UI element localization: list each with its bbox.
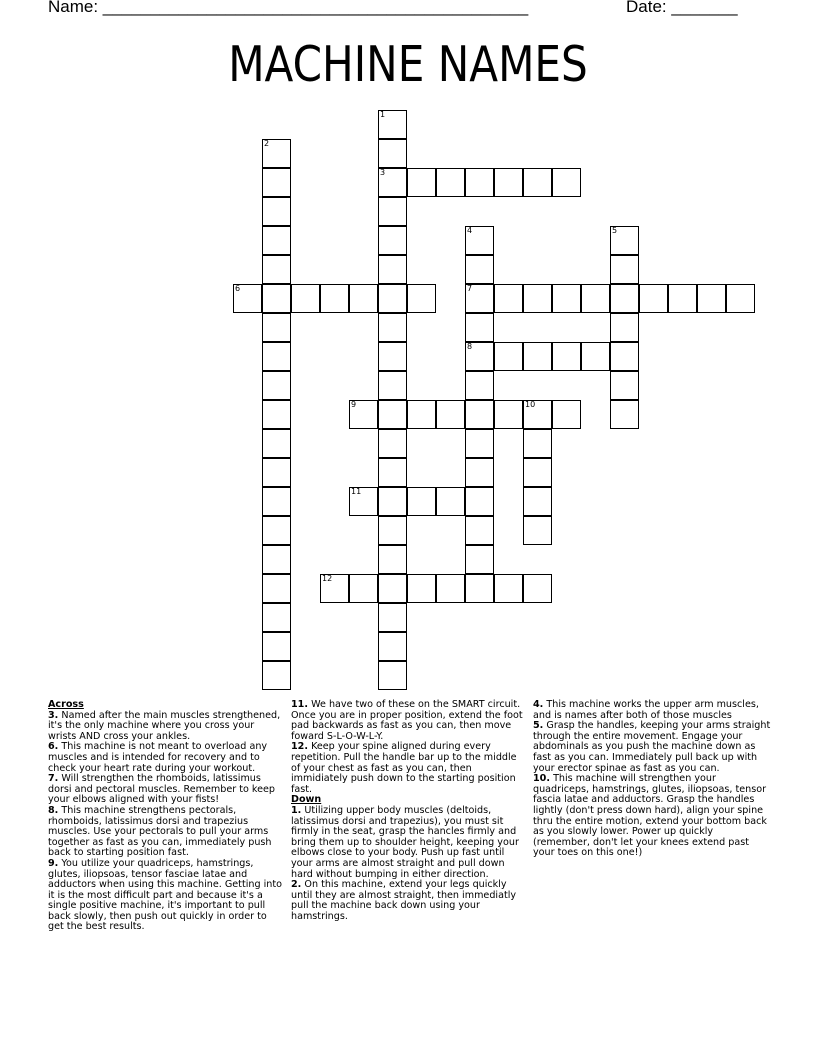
- grid-cell[interactable]: [552, 284, 581, 313]
- grid-cell[interactable]: [407, 487, 436, 516]
- clue-number: 2.: [291, 879, 302, 891]
- clue-number-label: 5: [612, 226, 618, 235]
- grid-cell[interactable]: [436, 574, 465, 603]
- grid-cell[interactable]: [407, 284, 436, 313]
- clue-number-label: 7: [467, 284, 473, 293]
- grid-cell[interactable]: [378, 429, 407, 458]
- clue: [48, 742, 284, 774]
- clue-number-label: 12: [322, 574, 333, 583]
- grid-cell[interactable]: [378, 400, 407, 429]
- clue-number: 7.: [48, 773, 59, 785]
- grid-cell[interactable]: [523, 168, 552, 197]
- grid-cell[interactable]: [494, 574, 523, 603]
- grid-cell[interactable]: [378, 603, 407, 632]
- grid-cell[interactable]: [465, 574, 494, 603]
- grid-cell[interactable]: [465, 371, 494, 400]
- clue-number: 1.: [291, 804, 302, 816]
- grid-cell[interactable]: [378, 313, 407, 342]
- clue-text: This machine is not meant to overload any muscles and is intended for recovery and to check your heart rate during your workout.: [48, 741, 268, 774]
- clue-text: Named after the main muscles strengthened, it's the only machine where you cross your wrists AND cross your ankles.: [48, 709, 281, 742]
- grid-cell[interactable]: [465, 284, 494, 313]
- clue-text: Grasp the handles, keeping your arms straight through the entire movement. Engage your abdominals as you push the machine down as fast as you can. Immediately pull back up with your erector spinae as fast as you can.: [533, 720, 771, 774]
- grid-cell[interactable]: [465, 487, 494, 516]
- grid-cell[interactable]: [262, 139, 291, 168]
- clue: [48, 806, 284, 859]
- grid-cell[interactable]: [465, 458, 494, 487]
- clue-number: 4.: [533, 699, 544, 710]
- grid-cell[interactable]: [494, 400, 523, 429]
- grid-cell[interactable]: [262, 429, 291, 458]
- clues-column-2: [291, 700, 527, 922]
- clue-number-label: 6: [235, 284, 241, 293]
- clue-number-label: 3: [380, 168, 386, 177]
- clues-column-1: [48, 700, 284, 933]
- grid-cell[interactable]: [465, 226, 494, 255]
- date-field[interactable]: Date: _______: [626, 0, 738, 16]
- grid-cell[interactable]: [378, 342, 407, 371]
- grid-cell[interactable]: [262, 458, 291, 487]
- clue: [48, 711, 284, 743]
- grid-cell[interactable]: [262, 516, 291, 545]
- grid-cell[interactable]: [378, 255, 407, 284]
- grid-cell[interactable]: [378, 574, 407, 603]
- grid-cell[interactable]: [523, 342, 552, 371]
- grid-cell[interactable]: [262, 342, 291, 371]
- grid-cell[interactable]: [523, 284, 552, 313]
- clue: [533, 721, 771, 774]
- grid-cell[interactable]: [465, 342, 494, 371]
- grid-cell[interactable]: [378, 197, 407, 226]
- clue: [533, 774, 771, 859]
- grid-cell[interactable]: [262, 487, 291, 516]
- grid-cell[interactable]: [291, 284, 320, 313]
- grid-cell[interactable]: [349, 574, 378, 603]
- grid-cell[interactable]: [378, 284, 407, 313]
- clue-number: 12.: [291, 741, 308, 753]
- clue: [48, 774, 284, 806]
- clue-number: 6.: [48, 741, 59, 753]
- grid-cell[interactable]: [407, 168, 436, 197]
- grid-cell[interactable]: [436, 487, 465, 516]
- grid-cell[interactable]: [262, 371, 291, 400]
- grid-cell[interactable]: [262, 197, 291, 226]
- down-heading: Down: [291, 794, 322, 806]
- grid-cell[interactable]: [262, 661, 291, 690]
- grid-cell[interactable]: [494, 284, 523, 313]
- clue-number-label: 8: [467, 342, 473, 351]
- grid-cell[interactable]: [552, 168, 581, 197]
- grid-cell[interactable]: [407, 400, 436, 429]
- clue-number-label: 4: [467, 226, 473, 235]
- grid-cell[interactable]: [581, 342, 610, 371]
- grid-cell[interactable]: [610, 255, 639, 284]
- grid-cell[interactable]: [378, 168, 407, 197]
- grid-cell[interactable]: [262, 574, 291, 603]
- grid-cell[interactable]: [349, 400, 378, 429]
- name-field[interactable]: Name: _____________________________________________: [48, 0, 529, 16]
- grid-cell[interactable]: [639, 284, 668, 313]
- grid-cell[interactable]: [552, 342, 581, 371]
- grid-cell[interactable]: [610, 226, 639, 255]
- clue-text: This machine strengthens pectorals, rhomboids, latissimus dorsi and trapezius muscles. Use your pectorals to pull your arms together as fast as you can, immediately push back to starting position fast.: [48, 804, 272, 859]
- grid-cell[interactable]: [523, 458, 552, 487]
- grid-cell[interactable]: [465, 545, 494, 574]
- grid-cell[interactable]: [436, 168, 465, 197]
- page-title: MACHINE NAMES: [228, 36, 588, 93]
- grid-cell[interactable]: [378, 487, 407, 516]
- grid-cell[interactable]: [378, 632, 407, 661]
- grid-cell[interactable]: [610, 284, 639, 313]
- clue-number-label: 9: [351, 400, 357, 409]
- grid-cell[interactable]: [523, 487, 552, 516]
- grid-cell[interactable]: [349, 284, 378, 313]
- grid-cell[interactable]: [581, 284, 610, 313]
- grid-cell[interactable]: [407, 574, 436, 603]
- clue: [48, 859, 284, 933]
- grid-cell[interactable]: [378, 371, 407, 400]
- grid-cell[interactable]: [378, 661, 407, 690]
- across-heading: Across: [48, 699, 84, 710]
- clue-text: On this machine, extend your legs quickly until they are almost straight, then immediatly pull the machine back down using your hamstrings.: [291, 879, 517, 922]
- grid-cell[interactable]: [523, 400, 552, 429]
- grid-cell[interactable]: [378, 458, 407, 487]
- grid-cell[interactable]: [610, 400, 639, 429]
- clue: [291, 700, 527, 742]
- grid-cell[interactable]: [349, 487, 378, 516]
- clue: [533, 700, 771, 721]
- grid-cell[interactable]: [378, 545, 407, 574]
- grid-cell[interactable]: [436, 400, 465, 429]
- grid-cell[interactable]: [262, 255, 291, 284]
- clue-number: 8.: [48, 804, 59, 816]
- grid-cell[interactable]: [552, 400, 581, 429]
- clue: [291, 742, 527, 795]
- grid-cell[interactable]: [610, 342, 639, 371]
- grid-cell[interactable]: [668, 284, 697, 313]
- grid-cell[interactable]: [726, 284, 755, 313]
- grid-cell[interactable]: [465, 313, 494, 342]
- grid-cell[interactable]: [378, 139, 407, 168]
- grid-cell[interactable]: [262, 400, 291, 429]
- grid-cell[interactable]: [494, 342, 523, 371]
- clue-text: Keep your spine aligned during every repetition. Pull the handle bar up to the middle of your chest as fast as you can, then immidiately push down to the starting position fast.: [291, 741, 517, 795]
- clue: [291, 806, 527, 880]
- clue-number: 5.: [533, 720, 544, 732]
- grid-cell[interactable]: [262, 168, 291, 197]
- clue-text: This machine will strengthen your quadriceps, hamstrings, glutes, iliopsoas, tensor fascia latae and adductors. Grasp the handles lightly (don't press down hard), align your spine thru the entire motion, extend your bottom back as you slowly lower. Power up quickly (remember, don't let your knees extend past your toes on this one!): [533, 773, 767, 859]
- grid-cell[interactable]: [697, 284, 726, 313]
- grid-cell[interactable]: [320, 574, 349, 603]
- grid-cell[interactable]: [523, 574, 552, 603]
- clue-number-label: 2: [264, 139, 270, 148]
- clue-number-label: 10: [525, 400, 536, 409]
- clue-text: We have two of these on the SMART circuit. Once you are in proper position, extend the foot pad backwards as fast as you can, then move foward S-L-O-W-L-Y.: [291, 699, 523, 742]
- grid-cell[interactable]: [465, 516, 494, 545]
- clue: [291, 880, 527, 922]
- grid-cell[interactable]: [378, 516, 407, 545]
- grid-cell[interactable]: [465, 400, 494, 429]
- clue-text: Will strengthen the rhomboids, latissimus dorsi and pectoral muscles. Remember to keep your elbows aligned with your fists!: [48, 773, 276, 806]
- grid-cell[interactable]: [262, 632, 291, 661]
- grid-cell[interactable]: [320, 284, 349, 313]
- clue-number: 9.: [48, 857, 59, 869]
- grid-cell[interactable]: [262, 603, 291, 632]
- grid-cell[interactable]: [233, 284, 262, 313]
- grid-cell[interactable]: [378, 110, 407, 139]
- grid-cell[interactable]: [262, 226, 291, 255]
- grid-cell[interactable]: [262, 284, 291, 313]
- clue-number-label: 11: [351, 487, 362, 496]
- grid-cell[interactable]: [465, 255, 494, 284]
- grid-cell[interactable]: [465, 168, 494, 197]
- clue-number: 11.: [291, 699, 308, 710]
- grid-cell[interactable]: [523, 516, 552, 545]
- clue-number: 10.: [533, 773, 550, 785]
- grid-cell[interactable]: [494, 168, 523, 197]
- clue-text: You utilize your quadriceps, hamstrings, glutes, iliopsoas, tensor fasciae latae and adductors when using this machine. Getting into it is the most difficult part and because it's a single positive machine, it's important to pull back slowly, then push out quickly in order to get the best results.: [48, 857, 282, 933]
- grid-cell[interactable]: [378, 226, 407, 255]
- grid-cell[interactable]: [262, 545, 291, 574]
- clue-number: 3.: [48, 709, 59, 721]
- clues-column-3: [533, 700, 771, 859]
- grid-cell[interactable]: [610, 371, 639, 400]
- clue-text: This machine works the upper arm muscles, and is names after both of those muscles: [533, 699, 759, 721]
- grid-cell[interactable]: [610, 313, 639, 342]
- grid-cell[interactable]: [262, 313, 291, 342]
- grid-cell[interactable]: [465, 429, 494, 458]
- clue-number-label: 1: [380, 110, 386, 119]
- clue-text: Utilizing upper body muscles (deltoids, latissimus dorsi and trapezius), you must sit firmly in the seat, grasp the hancles firmly and bring them up to shoulder height, keeping your elbows close to your body. Push up fast until your arms are almost straight and pull down hard without bumping in either direction.: [291, 804, 519, 880]
- grid-cell[interactable]: [523, 429, 552, 458]
